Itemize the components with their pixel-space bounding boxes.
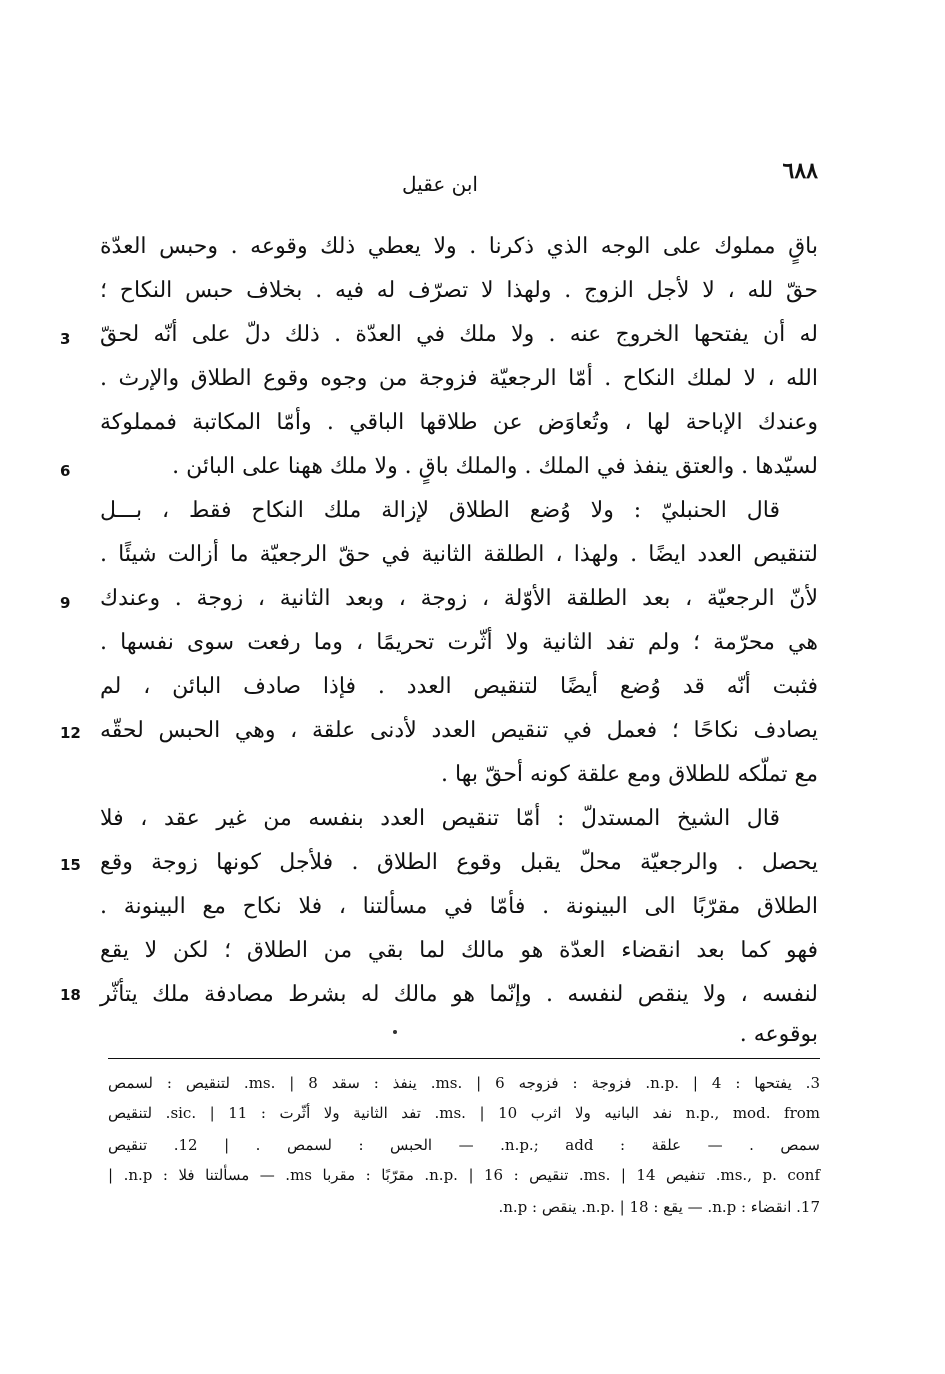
text-line: قال الحنبليّ : ولا وُضع الطلاق لإزالة ملك النكاح فقط ، بـــل <box>100 498 780 523</box>
text-line: لأنّ الرجعيّة ، بعد الطلقة الأوّلة ، زوجة ، وبعد الثانية ، زوجة . وعندك <box>100 586 818 611</box>
footnote-line: ms., p. conf. تنفيص ms. | 14. تنقيص : n.p. | 16. مقرّبًا : مقربا ms. — مسألتنا فلا : n.p. | <box>108 1166 820 1184</box>
text-line: فهو كما بعد انقضاء العدّة هو مالك لما بقي من الطلاق ؛ لكن لا يقع <box>100 938 818 963</box>
text-line: حقّ لله ، لا لأجل الزوج . ولهذا لا تصرّف له فيه . بخلاف حبس النكاح ؛ <box>100 278 818 303</box>
stray-mark <box>393 1030 397 1034</box>
text-line: الله ، لا لملك النكاح . أمّا الرجعيّة فزوجة من وجوه وقوع الطلاق والإرث . <box>100 366 818 391</box>
text-line: فثبت أنّه قد وُضع أيضًا لتنقيص العدد . فإذا صادف البائن ، لم <box>100 674 818 699</box>
footnote-line: n.p., mod. from نفد البانيه ولا اثرب ms. | 10. تفد الثانية ولا أثّرت : sic. | 11. لتنقيص <box>108 1104 820 1122</box>
line-number: 18 <box>60 986 81 1004</box>
text-line: الطلاق مقرّبًا الى البينونة . فأمّا في مسألتنا ، فلا نكاح مع البينونة . <box>100 894 818 919</box>
line-number: 12 <box>60 724 81 742</box>
text-line: لتنقيص العدد ايضًا . ولهذا ، الطلقة الثانية في حقّ الرجعيّة ما أزالت شيئًا . <box>100 542 818 567</box>
text-line: لنفسه ، ولا ينقص لنفسه . وإنّما هو مالك له بشرط مصادفة ملك يتأثّر <box>100 982 818 1007</box>
line-number: 6 <box>60 462 71 480</box>
text-line: يحصل . والرجعيّة محلّ يقبل وقوع الطلاق . فلأجل كونها زوجة وقع <box>100 850 818 875</box>
text-line: بوقوعه . <box>739 1022 818 1047</box>
footnote-rule <box>108 1058 820 1059</box>
footnote-line: سمص . — علقة : n.p.; add. — الحبس : لسمص . | 12. تنقيص <box>108 1136 820 1154</box>
footnote-line: 17. انقضاء : n.p. — يقع : n.p. | 18. ينقص : n.p. <box>498 1198 820 1216</box>
text-line: قال الشيخ المستدلّ : أمّا تنقيص العدد بنفسه من غير عقد ، فلا <box>100 806 780 831</box>
page-number: ٦٨٨ <box>782 158 818 184</box>
text-line: مع تملّكه للطلاق ومع علقة كونه أحقّ بها . <box>441 762 818 787</box>
line-number: 3 <box>60 330 71 348</box>
line-number: 9 <box>60 594 71 612</box>
footnote-line: 3. يفتحها : n.p. | 4. فزوجة : فزوجه ms. | 6. ينفذ : سقد ms. | 8. لتنقيص : لسمص <box>108 1074 820 1092</box>
line-number: 15 <box>60 856 81 874</box>
text-line: لسيّدها . والعتق ينفذ في الملك . والملك باقٍ . ولا ملك ههنا على البائن . <box>172 454 818 479</box>
text-line: هي محرّمة ؛ ولم تفد الثانية ولا أثّرت تحريمًا ، وما رفعت سوى نفسها . <box>100 630 818 655</box>
text-line: له أن يفتحها الخروج عنه . ولا ملك في العدّة . ذلك دلّ على أنّه لحقّ <box>100 322 818 347</box>
text-line: باقٍ مملوك على الوجه الذي ذكرنا . ولا يعطي ذلك وقوعه . وحبس العدّة <box>100 234 818 259</box>
text-line: يصادف نكاحًا ؛ فعمل في تنقيص العدد لأدنى علقة ، وهي الحبس لحقّه <box>100 718 818 743</box>
text-line: وعندك الإباحة لها ، وتُعاوَض عن طلاقها الباقي . وأمّا المكاتبة فمملوكة <box>100 410 818 435</box>
running-head: ابن عقيل <box>402 172 478 196</box>
